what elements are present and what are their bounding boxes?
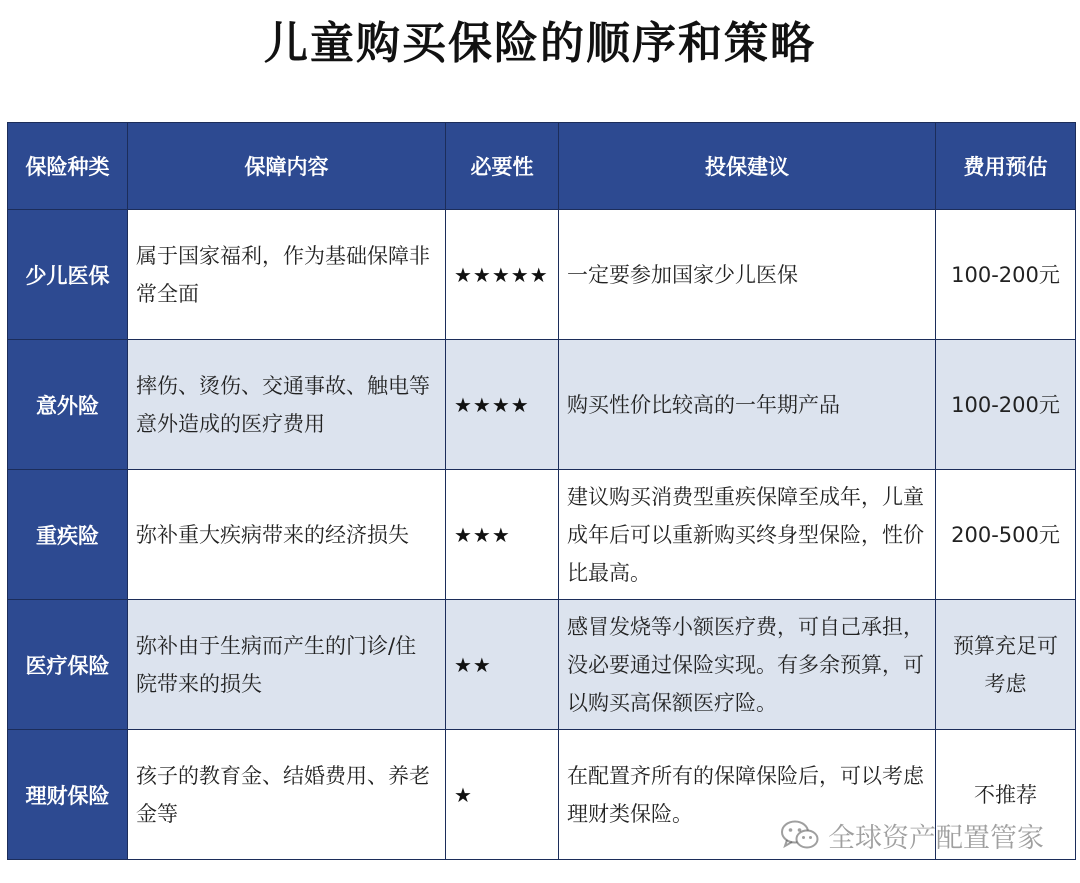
header-cost-estimate: 费用预估 xyxy=(936,123,1076,210)
row-coverage: 弥补由于生病而产生的门诊/住院带来的损失 xyxy=(128,600,446,730)
row-advice: 一定要参加国家少儿医保 xyxy=(559,210,936,340)
table-row xyxy=(8,470,1076,600)
row-necessity-stars: ★★ xyxy=(446,600,559,730)
row-cost: 100-200元 xyxy=(936,340,1076,470)
row-cost: 100-200元 xyxy=(936,210,1076,340)
row-advice: 在配置齐所有的保障保险后，可以考虑理财类保险。 xyxy=(559,730,936,860)
table-row xyxy=(8,210,1076,340)
row-type: 重疾险 xyxy=(8,470,128,600)
insurance-table xyxy=(7,122,1076,860)
header-necessity: 必要性 xyxy=(446,123,559,210)
row-coverage: 弥补重大疾病带来的经济损失 xyxy=(128,470,446,600)
table-row xyxy=(8,340,1076,470)
row-coverage: 属于国家福利，作为基础保障非常全面 xyxy=(128,210,446,340)
row-necessity-stars: ★★★ xyxy=(446,470,559,600)
row-type: 医疗保险 xyxy=(8,600,128,730)
header-insurance-type: 保险种类 xyxy=(8,123,128,210)
row-cost: 预算充足可考虑 xyxy=(936,600,1076,730)
row-necessity-stars: ★ xyxy=(446,730,559,860)
row-advice: 感冒发烧等小额医疗费，可自己承担，没必要通过保险实现。有多余预算，可以购买高保额医疗险。 xyxy=(559,600,936,730)
row-cost: 不推荐 xyxy=(936,730,1076,860)
header-advice: 投保建议 xyxy=(559,123,936,210)
row-coverage: 摔伤、烫伤、交通事故、触电等意外造成的医疗费用 xyxy=(128,340,446,470)
watermark-text: 全球资产配置管家 xyxy=(828,822,1044,854)
row-type: 理财保险 xyxy=(8,730,128,860)
wechat-icon xyxy=(780,819,820,851)
watermark xyxy=(780,816,1044,854)
row-advice: 购买性价比较高的一年期产品 xyxy=(559,340,936,470)
row-necessity-stars: ★★★★★ xyxy=(446,210,559,340)
row-type: 意外险 xyxy=(8,340,128,470)
row-advice: 建议购买消费型重疾保障至成年，儿童成年后可以重新购买终身型保险，性价比最高。 xyxy=(559,470,936,600)
row-necessity-stars: ★★★★ xyxy=(446,340,559,470)
table-row xyxy=(8,600,1076,730)
row-coverage: 孩子的教育金、结婚费用、养老金等 xyxy=(128,730,446,860)
table-header-row xyxy=(8,123,1076,210)
page-title: 儿童购买保险的顺序和策略 xyxy=(264,18,816,69)
row-type: 少儿医保 xyxy=(8,210,128,340)
header-coverage: 保障内容 xyxy=(128,123,446,210)
row-cost: 200-500元 xyxy=(936,470,1076,600)
